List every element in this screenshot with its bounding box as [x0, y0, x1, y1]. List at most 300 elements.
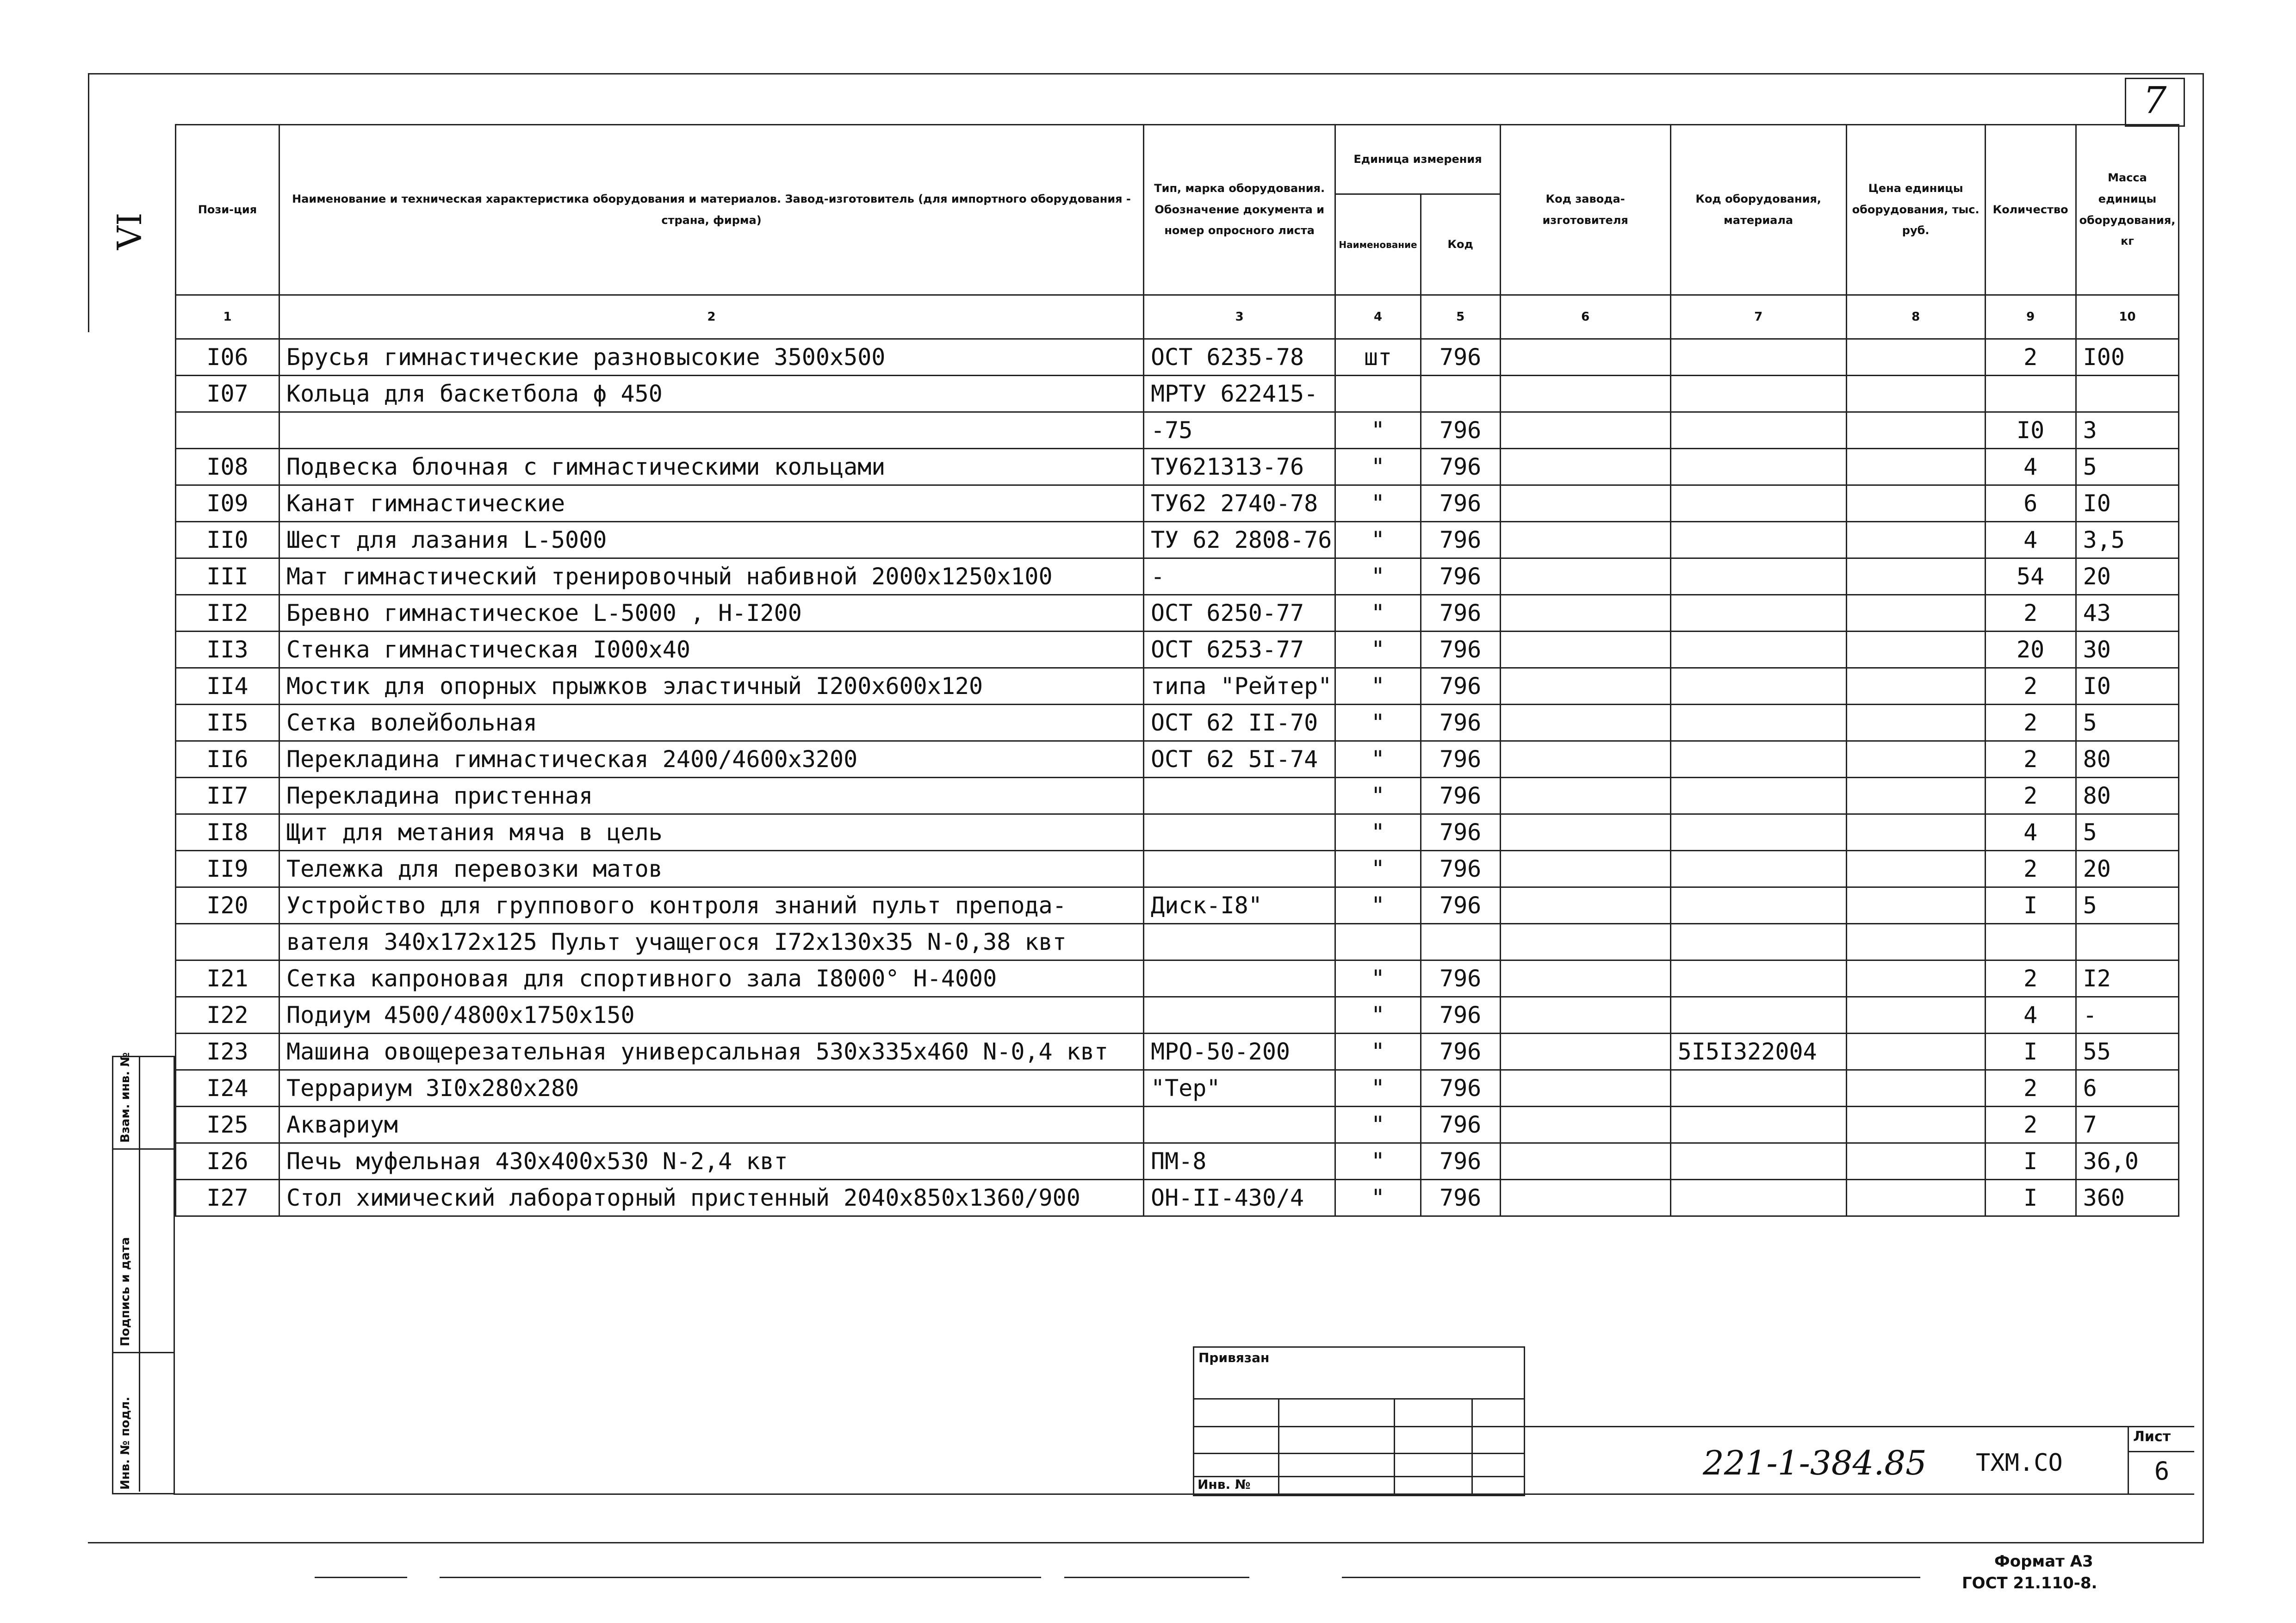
cell-qty: 20 — [1985, 632, 2076, 668]
stamp-line — [1193, 1426, 1524, 1427]
cell-code: 796 — [1421, 960, 1500, 997]
cell-name: Сетка волейбольная — [279, 705, 1144, 741]
cell-type: ПМ-8 — [1144, 1143, 1335, 1180]
cell-type: ТУ62 2740-78 — [1144, 485, 1335, 522]
cell-unit: " — [1335, 558, 1421, 595]
format-label: Формат А3 — [1994, 1552, 2093, 1571]
cell-equip — [1670, 1070, 1846, 1107]
cell-code: 796 — [1421, 1143, 1500, 1180]
cell-name: Перекладина гимнастическая 2400/4600х3200 — [279, 741, 1144, 778]
cell-name: Стенка гимнастическая I000х40 — [279, 632, 1144, 668]
table-row — [176, 705, 2179, 741]
header-price: Цена единицы оборудования, тыс. руб. — [1846, 125, 1985, 295]
sheet-box-left — [2128, 1426, 2129, 1493]
cell-pos: I27 — [176, 1180, 279, 1216]
drawing-code: 221-1-384.85 — [1703, 1443, 1927, 1482]
cell-pos: I22 — [176, 997, 279, 1034]
stamp-line — [1394, 1398, 1395, 1493]
cell-qty: 2 — [1985, 1070, 2076, 1107]
cell-mass: 80 — [2076, 778, 2179, 814]
cell-plant — [1500, 705, 1670, 741]
cell-mass: 5 — [2076, 705, 2179, 741]
col-num: 8 — [1846, 295, 1985, 339]
cell-mass: 55 — [2076, 1034, 2179, 1070]
stamp-line — [1471, 1398, 1473, 1493]
cell-name: Щит для метания мяча в цель — [279, 814, 1144, 851]
header-name: Наименование и техническая характеристика оборудования и материалов. Завод-изготовитель (для импортного оборудования - страна, фирма) — [279, 125, 1144, 295]
table-row — [176, 778, 2179, 814]
table-row — [176, 741, 2179, 778]
binding-label: Привязан — [1198, 1350, 1270, 1365]
cell-code: 796 — [1421, 449, 1500, 485]
header-position: Пози-ция — [176, 125, 279, 295]
table-row — [176, 449, 2179, 485]
cell-code: 796 — [1421, 851, 1500, 887]
cell-type: ОСТ 62 II-70 — [1144, 705, 1335, 741]
cell-qty: I0 — [1985, 412, 2076, 449]
cell-name: Брусья гимнастические разновысокие 3500х500 — [279, 339, 1144, 376]
cell-price — [1846, 1070, 1985, 1107]
table-row — [176, 558, 2179, 595]
cell-pos: I20 — [176, 887, 279, 924]
table-row — [176, 376, 2179, 412]
cell-qty: 2 — [1985, 741, 2076, 778]
cell-code: 796 — [1421, 339, 1500, 376]
cell-type: МРТУ 622415- — [1144, 376, 1335, 412]
cell-plant — [1500, 522, 1670, 558]
cell-code: 796 — [1421, 1070, 1500, 1107]
cell-mass: I2 — [2076, 960, 2179, 997]
cell-plant — [1500, 1180, 1670, 1216]
cell-price — [1846, 376, 1985, 412]
cell-mass: 7 — [2076, 1107, 2179, 1143]
table-row — [176, 1070, 2179, 1107]
cell-price — [1846, 1143, 1985, 1180]
cell-unit: " — [1335, 1034, 1421, 1070]
cell-qty — [1985, 924, 2076, 960]
table-row — [176, 522, 2179, 558]
cell-name: Аквариум — [279, 1107, 1144, 1143]
cell-type — [1144, 960, 1335, 997]
table-row — [176, 632, 2179, 668]
cell-plant — [1500, 412, 1670, 449]
stamp-line — [1278, 1398, 1279, 1493]
cell-qty: 2 — [1985, 778, 2076, 814]
col-num: 9 — [1985, 295, 2076, 339]
frame-top-left — [88, 73, 2203, 74]
cell-mass: I0 — [2076, 668, 2179, 705]
cell-pos: III — [176, 558, 279, 595]
cell-unit: " — [1335, 449, 1421, 485]
col-num: 3 — [1144, 295, 1335, 339]
cell-unit: " — [1335, 1180, 1421, 1216]
col-num: 1 — [176, 295, 279, 339]
cell-plant — [1500, 924, 1670, 960]
cell-qty: 2 — [1985, 851, 2076, 887]
cell-unit: " — [1335, 778, 1421, 814]
bottom-left-line — [174, 1323, 175, 1495]
cell-equip — [1670, 924, 1846, 960]
header-plant-code: Код завода-изготовителя — [1500, 125, 1670, 295]
cell-pos: I08 — [176, 449, 279, 485]
cell-pos: I25 — [176, 1107, 279, 1143]
cell-pos: II7 — [176, 778, 279, 814]
cell-unit: " — [1335, 814, 1421, 851]
cell-unit: " — [1335, 705, 1421, 741]
cell-type: Диск-I8" — [1144, 887, 1335, 924]
cell-code — [1421, 376, 1500, 412]
cell-type: типа "Рейтер" — [1144, 668, 1335, 705]
cell-mass: 360 — [2076, 1180, 2179, 1216]
cell-unit: " — [1335, 595, 1421, 632]
cell-code: 796 — [1421, 412, 1500, 449]
cell-mass — [2076, 376, 2179, 412]
table-row — [176, 851, 2179, 887]
cell-plant — [1500, 449, 1670, 485]
cell-name: Мостик для опорных прыжков эластичный I200х600х120 — [279, 668, 1144, 705]
cell-price — [1846, 632, 1985, 668]
cell-type: ОСТ 6250-77 — [1144, 595, 1335, 632]
cell-qty: 54 — [1985, 558, 2076, 595]
cell-unit — [1335, 376, 1421, 412]
cell-qty: I — [1985, 1034, 2076, 1070]
table-row — [176, 339, 2179, 376]
cell-price — [1846, 1107, 1985, 1143]
bottom-dash — [1064, 1577, 1249, 1578]
cell-pos: I21 — [176, 960, 279, 997]
cell-plant — [1500, 1070, 1670, 1107]
cell-mass: 3 — [2076, 412, 2179, 449]
cell-name: Кольца для баскетбола ϕ 450 — [279, 376, 1144, 412]
cell-type — [1144, 851, 1335, 887]
cell-qty: 2 — [1985, 1107, 2076, 1143]
header-type: Тип, марка оборудования. Обозначение документа и номер опросного листа — [1144, 125, 1335, 295]
cell-qty: 2 — [1985, 339, 2076, 376]
cell-unit: " — [1335, 668, 1421, 705]
cell-mass: 36,0 — [2076, 1143, 2179, 1180]
header-mass: Масса единицы оборудования, кг — [2076, 125, 2179, 295]
cell-qty — [1985, 376, 2076, 412]
cell-equip: 5I5I322004 — [1670, 1034, 1846, 1070]
cell-qty: 4 — [1985, 814, 2076, 851]
cell-unit — [1335, 924, 1421, 960]
cell-plant — [1500, 632, 1670, 668]
cell-type — [1144, 997, 1335, 1034]
table-row — [176, 887, 2179, 924]
cell-price — [1846, 887, 1985, 924]
cell-equip — [1670, 960, 1846, 997]
side-field-inv: Инв. № подл. — [118, 1396, 132, 1490]
cell-name: Террариум 3I0х280х280 — [279, 1070, 1144, 1107]
cell-price — [1846, 924, 1985, 960]
cell-mass: 80 — [2076, 741, 2179, 778]
cell-type: - — [1144, 558, 1335, 595]
cell-code: 796 — [1421, 814, 1500, 851]
cell-type: -75 — [1144, 412, 1335, 449]
bottom-divider — [175, 1493, 2194, 1495]
table-row — [176, 485, 2179, 522]
header-unit: Единица измерения — [1335, 125, 1500, 194]
cell-equip — [1670, 741, 1846, 778]
cell-equip — [1670, 595, 1846, 632]
cell-mass: 5 — [2076, 449, 2179, 485]
cell-pos: II4 — [176, 668, 279, 705]
cell-plant — [1500, 485, 1670, 522]
cell-mass: 5 — [2076, 814, 2179, 851]
corner-number: 7 — [2143, 79, 2167, 122]
cell-pos: I26 — [176, 1143, 279, 1180]
sheet-label: Лист — [2133, 1429, 2171, 1445]
cell-code: 796 — [1421, 705, 1500, 741]
cell-code: 796 — [1421, 741, 1500, 778]
side-field-sign: Подпись и дата — [118, 1237, 132, 1346]
gost-label: ГОСТ 21.110-8. — [1962, 1574, 2097, 1592]
cell-price — [1846, 595, 1985, 632]
cell-type — [1144, 778, 1335, 814]
stamp-line — [1193, 1398, 1524, 1400]
cell-pos: I06 — [176, 339, 279, 376]
cell-price — [1846, 705, 1985, 741]
cell-equip — [1670, 558, 1846, 595]
cell-plant — [1500, 668, 1670, 705]
cell-equip — [1670, 632, 1846, 668]
cell-qty: I — [1985, 1180, 2076, 1216]
cell-plant — [1500, 1034, 1670, 1070]
cell-qty: 2 — [1985, 595, 2076, 632]
header-unit-code: Код — [1421, 194, 1500, 295]
sheet-box-divider — [2128, 1451, 2194, 1452]
table-row — [176, 1180, 2179, 1216]
bottom-dash — [1342, 1577, 1920, 1578]
header-equipment-code: Код оборудования, материала — [1670, 125, 1846, 295]
table-row — [176, 1143, 2179, 1180]
cell-equip — [1670, 887, 1846, 924]
cell-equip — [1670, 522, 1846, 558]
cell-type: ОН-II-430/4 — [1144, 1180, 1335, 1216]
cell-unit: шт — [1335, 339, 1421, 376]
cell-mass: 20 — [2076, 558, 2179, 595]
cell-type: ТУ621313-76 — [1144, 449, 1335, 485]
side-code: VI — [110, 212, 149, 250]
cell-code: 796 — [1421, 595, 1500, 632]
side-stamp-divider — [112, 1148, 174, 1150]
table-row — [176, 412, 2179, 449]
table-row — [176, 668, 2179, 705]
cell-plant — [1500, 595, 1670, 632]
cell-code: 796 — [1421, 558, 1500, 595]
cell-equip — [1670, 412, 1846, 449]
cell-unit: " — [1335, 522, 1421, 558]
cell-pos: II2 — [176, 595, 279, 632]
cell-price — [1846, 522, 1985, 558]
col-num: 5 — [1421, 295, 1500, 339]
table-row — [176, 814, 2179, 851]
document-code: ТХМ.СО — [1976, 1449, 2063, 1477]
cell-pos: I23 — [176, 1034, 279, 1070]
cell-code: 796 — [1421, 997, 1500, 1034]
cell-pos: II9 — [176, 851, 279, 887]
column-numbers-row — [176, 295, 2179, 339]
cell-mass: 3,5 — [2076, 522, 2179, 558]
header-unit-name: Наименование — [1335, 194, 1421, 295]
cell-pos: II6 — [176, 741, 279, 778]
cell-unit: " — [1335, 1143, 1421, 1180]
cell-type: МРО-50-200 — [1144, 1034, 1335, 1070]
title-block-top — [1522, 1426, 2194, 1427]
cell-pos — [176, 412, 279, 449]
cell-type: ОСТ 6253-77 — [1144, 632, 1335, 668]
cell-price — [1846, 558, 1985, 595]
cell-price — [1846, 485, 1985, 522]
cell-price — [1846, 412, 1985, 449]
cell-equip — [1670, 851, 1846, 887]
cell-name: Машина овощерезательная универсальная 530х335х460 N-0,4 квт — [279, 1034, 1144, 1070]
cell-type: ТУ 62 2808-76 — [1144, 522, 1335, 558]
col-num: 4 — [1335, 295, 1421, 339]
cell-price — [1846, 449, 1985, 485]
cell-type — [1144, 814, 1335, 851]
cell-plant — [1500, 339, 1670, 376]
cell-type: ОСТ 6235-78 — [1144, 339, 1335, 376]
cell-code: 796 — [1421, 668, 1500, 705]
cell-price — [1846, 668, 1985, 705]
cell-name: Тележка для перевозки матов — [279, 851, 1144, 887]
cell-type: ОСТ 62 5I-74 — [1144, 741, 1335, 778]
table-row — [176, 997, 2179, 1034]
cell-mass: 43 — [2076, 595, 2179, 632]
cell-qty: 2 — [1985, 668, 2076, 705]
cell-equip — [1670, 1180, 1846, 1216]
cell-mass: 20 — [2076, 851, 2179, 887]
cell-unit: " — [1335, 960, 1421, 997]
cell-unit: " — [1335, 1070, 1421, 1107]
cell-price — [1846, 741, 1985, 778]
side-field-replace: Взам. инв. № — [118, 1052, 132, 1143]
cell-unit: " — [1335, 1107, 1421, 1143]
cell-code: 796 — [1421, 485, 1500, 522]
cell-equip — [1670, 778, 1846, 814]
cell-price — [1846, 778, 1985, 814]
table-row — [176, 595, 2179, 632]
cell-mass: 5 — [2076, 887, 2179, 924]
cell-code: 796 — [1421, 632, 1500, 668]
col-num: 2 — [279, 295, 1144, 339]
cell-qty: 4 — [1985, 522, 2076, 558]
cell-name: Бревно гимнастическое L-5000 , Н-I200 — [279, 595, 1144, 632]
col-num: 6 — [1500, 295, 1670, 339]
cell-unit: " — [1335, 887, 1421, 924]
sheet-number: 6 — [2154, 1456, 2170, 1486]
side-stamp-divider — [112, 1352, 174, 1353]
cell-mass: 6 — [2076, 1070, 2179, 1107]
inv-label: Инв. № — [1198, 1477, 1251, 1492]
cell-code: 796 — [1421, 1034, 1500, 1070]
cell-plant — [1500, 1107, 1670, 1143]
cell-pos: I09 — [176, 485, 279, 522]
cell-plant — [1500, 887, 1670, 924]
cell-qty: 2 — [1985, 705, 2076, 741]
cell-price — [1846, 814, 1985, 851]
cell-type — [1144, 1107, 1335, 1143]
specification-table — [175, 124, 2179, 1217]
cell-price — [1846, 997, 1985, 1034]
table-row — [176, 960, 2179, 997]
frame-left-stub — [88, 73, 89, 332]
cell-name: Печь муфельная 430х400х530 N-2,4 квт — [279, 1143, 1144, 1180]
cell-price — [1846, 1034, 1985, 1070]
cell-pos: I24 — [176, 1070, 279, 1107]
cell-plant — [1500, 778, 1670, 814]
cell-pos: II3 — [176, 632, 279, 668]
cell-name: Перекладина пристенная — [279, 778, 1144, 814]
cell-equip — [1670, 997, 1846, 1034]
cell-code: 796 — [1421, 887, 1500, 924]
cell-qty: 2 — [1985, 960, 2076, 997]
cell-name — [279, 412, 1144, 449]
cell-code: 796 — [1421, 1107, 1500, 1143]
col-num: 10 — [2076, 295, 2179, 339]
cell-type — [1144, 924, 1335, 960]
bottom-dash — [315, 1577, 407, 1578]
cell-plant — [1500, 851, 1670, 887]
cell-mass: 30 — [2076, 632, 2179, 668]
cell-pos: II5 — [176, 705, 279, 741]
cell-price — [1846, 851, 1985, 887]
cell-qty: 6 — [1985, 485, 2076, 522]
cell-name: Подвеска блочная с гимнастическими кольцами — [279, 449, 1144, 485]
binding-stamp — [1193, 1346, 1525, 1496]
cell-code — [1421, 924, 1500, 960]
col-num: 7 — [1670, 295, 1846, 339]
cell-pos: II8 — [176, 814, 279, 851]
stamp-line — [1193, 1453, 1524, 1454]
cell-plant — [1500, 997, 1670, 1034]
cell-type: "Тер" — [1144, 1070, 1335, 1107]
cell-price — [1846, 960, 1985, 997]
cell-name: Шест для лазания L-5000 — [279, 522, 1144, 558]
cell-mass: - — [2076, 997, 2179, 1034]
bottom-dash — [440, 1577, 1041, 1578]
cell-name: Мат гимнастический тренировочный набивной 2000х1250х100 — [279, 558, 1144, 595]
table-row — [176, 1107, 2179, 1143]
cell-pos: II0 — [176, 522, 279, 558]
cell-mass — [2076, 924, 2179, 960]
cell-equip — [1670, 814, 1846, 851]
cell-name: Сетка капроновая для спортивного зала I8000° Н-4000 — [279, 960, 1144, 997]
cell-plant — [1500, 814, 1670, 851]
cell-equip — [1670, 705, 1846, 741]
cell-code: 796 — [1421, 1180, 1500, 1216]
cell-code: 796 — [1421, 778, 1500, 814]
cell-qty: I — [1985, 1143, 2076, 1180]
cell-name: Подиум 4500/4800х1750х150 — [279, 997, 1144, 1034]
cell-pos: I07 — [176, 376, 279, 412]
cell-qty: 4 — [1985, 997, 2076, 1034]
cell-equip — [1670, 339, 1846, 376]
cell-plant — [1500, 376, 1670, 412]
cell-qty: I — [1985, 887, 2076, 924]
cell-name: Устройство для группового контроля знаний пульт препода- — [279, 887, 1144, 924]
cell-equip — [1670, 1143, 1846, 1180]
cell-unit: " — [1335, 741, 1421, 778]
cell-price — [1846, 339, 1985, 376]
cell-pos — [176, 924, 279, 960]
cell-code: 796 — [1421, 522, 1500, 558]
cell-name: Канат гимнастические — [279, 485, 1144, 522]
cell-unit: " — [1335, 412, 1421, 449]
side-stamp-divider — [139, 1056, 140, 1492]
cell-price — [1846, 1180, 1985, 1216]
